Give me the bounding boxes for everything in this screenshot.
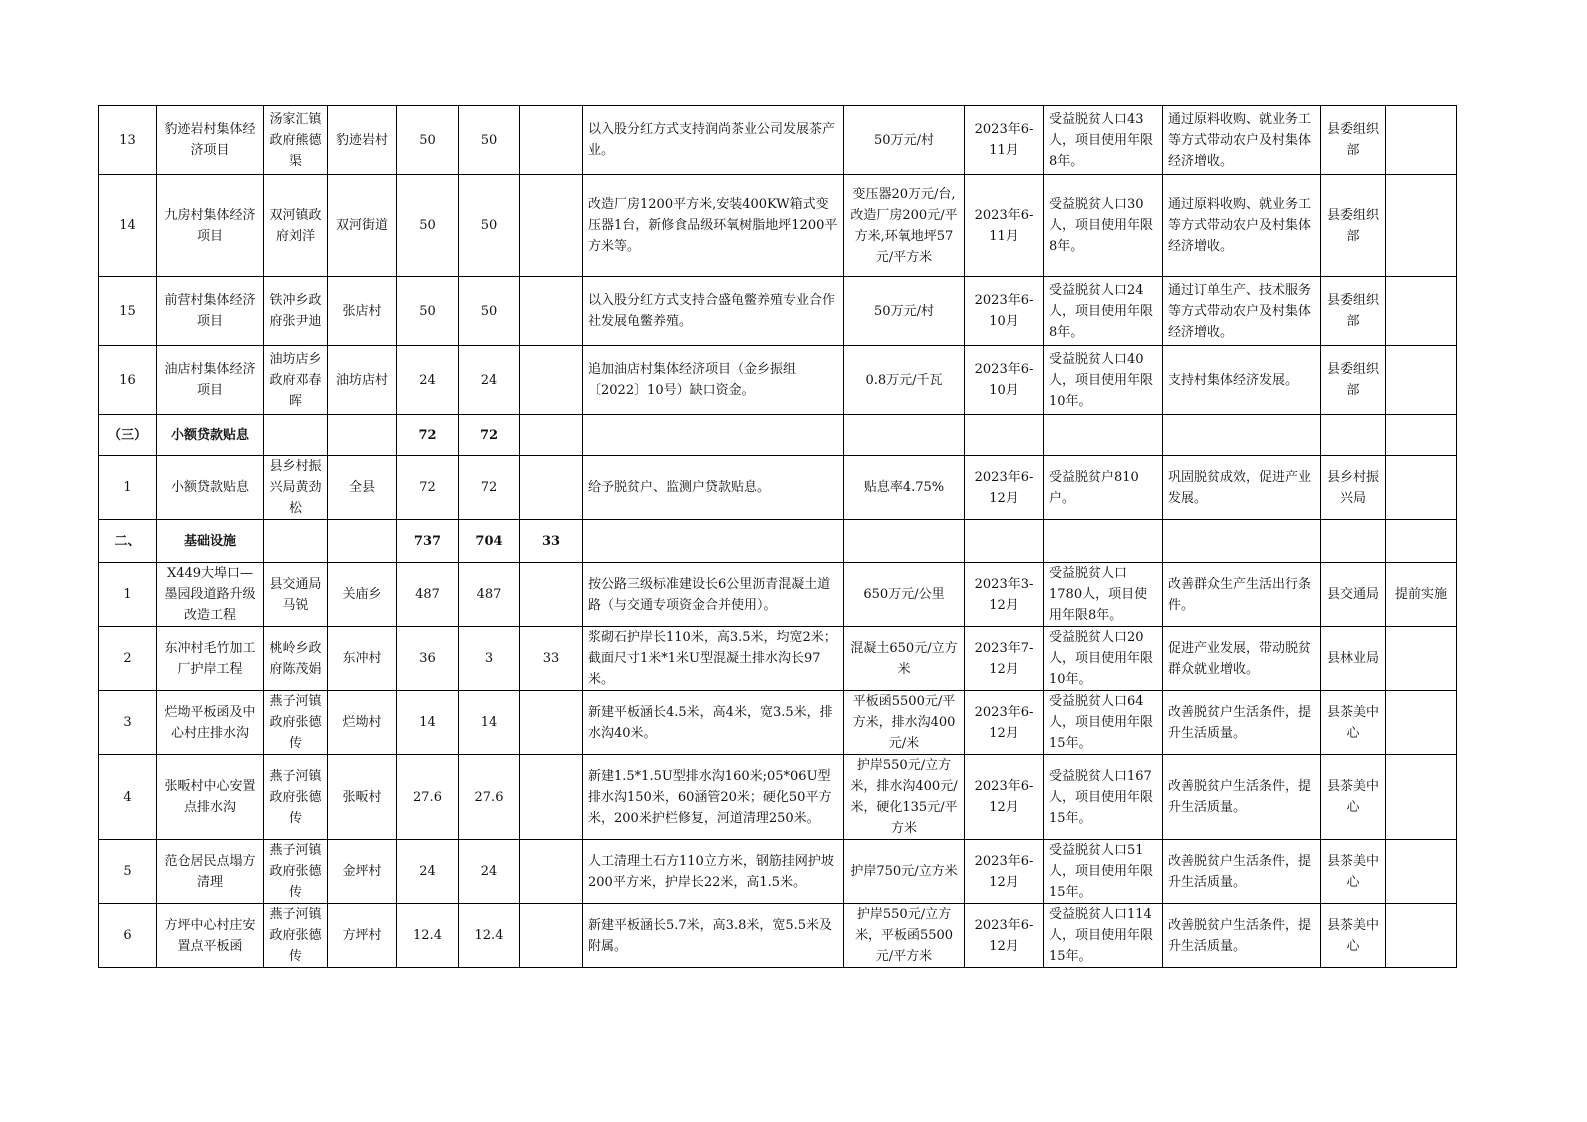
cell-other	[520, 175, 583, 277]
cell-total: 487	[397, 563, 459, 627]
cell-content: 给予脱贫户、监测户贷款贴息。	[583, 456, 844, 520]
cell-unit	[264, 415, 328, 456]
cell-dept: 县林业局	[1321, 627, 1386, 691]
cell-location: 张畈村	[328, 755, 397, 840]
cell-benefit	[1044, 415, 1163, 456]
cell-benefit: 受益脱贫人口43人，项目使用年限8年。	[1044, 106, 1163, 175]
cell-content	[583, 520, 844, 563]
cell-standard: 贴息率4.75%	[844, 456, 965, 520]
cell-note	[1386, 346, 1457, 415]
cell-note	[1386, 520, 1457, 563]
cell-period: 2023年6-10月	[965, 346, 1044, 415]
cell-dept: 县委组织部	[1321, 277, 1386, 346]
table-row	[99, 106, 1457, 175]
cell-location	[328, 520, 397, 563]
cell-mechanism: 改善脱贫户生活条件，提升生活质量。	[1163, 755, 1321, 840]
cell-content: 追加油店村集体经济项目（金乡振组〔2022〕10号）缺口资金。	[583, 346, 844, 415]
cell-benefit: 受益脱贫人口24人，项目使用年限8年。	[1044, 277, 1163, 346]
cell-content: 以入股分红方式支持润尚茶业公司发展茶产业。	[583, 106, 844, 175]
cell-total: 50	[397, 175, 459, 277]
cell-name: 基础设施	[157, 520, 264, 563]
cell-central: 14	[459, 691, 520, 755]
cell-name: 九房村集体经济项目	[157, 175, 264, 277]
cell-central: 704	[459, 520, 520, 563]
cell-unit: 燕子河镇政府张德传	[264, 840, 328, 904]
cell-content: 按公路三级标准建设长6公里沥青混凝土道路（与交通专项资金合并使用）。	[583, 563, 844, 627]
cell-location: 全县	[328, 456, 397, 520]
cell-content: 新建平板涵长4.5米，高4米，宽3.5米，排水沟40米。	[583, 691, 844, 755]
cell-other	[520, 755, 583, 840]
cell-name: 东冲村毛竹加工厂护岸工程	[157, 627, 264, 691]
cell-location: 双河街道	[328, 175, 397, 277]
cell-dept: 县委组织部	[1321, 106, 1386, 175]
cell-name: 油店村集体经济项目	[157, 346, 264, 415]
cell-mechanism	[1163, 520, 1321, 563]
cell-benefit: 受益脱贫人口1780人，项目使用年限8年。	[1044, 563, 1163, 627]
cell-other	[520, 904, 583, 968]
cell-benefit: 受益脱贫人口114人，项目使用年限15年。	[1044, 904, 1163, 968]
cell-name: 小额贷款贴息	[157, 456, 264, 520]
table-row	[99, 277, 1457, 346]
cell-unit: 油坊店乡政府邓春晖	[264, 346, 328, 415]
cell-period: 2023年6-12月	[965, 456, 1044, 520]
cell-period: 2023年6-11月	[965, 106, 1044, 175]
cell-other	[520, 691, 583, 755]
cell-benefit: 受益脱贫人口20人，项目使用年限10年。	[1044, 627, 1163, 691]
cell-dept: 县委组织部	[1321, 346, 1386, 415]
cell-unit: 县乡村振兴局黄劲松	[264, 456, 328, 520]
cell-unit: 铁冲乡政府张尹迪	[264, 277, 328, 346]
cell-no: 1	[99, 563, 157, 627]
cell-dept: 县茶美中心	[1321, 691, 1386, 755]
cell-total: 24	[397, 346, 459, 415]
table-row	[99, 904, 1457, 968]
cell-note	[1386, 755, 1457, 840]
cell-other	[520, 563, 583, 627]
cell-period	[965, 520, 1044, 563]
cell-central: 50	[459, 175, 520, 277]
cell-location: 东冲村	[328, 627, 397, 691]
cell-no: （三）	[99, 415, 157, 456]
cell-benefit: 受益脱贫人口30人，项目使用年限8年。	[1044, 175, 1163, 277]
cell-note	[1386, 175, 1457, 277]
cell-total: 27.6	[397, 755, 459, 840]
cell-total: 36	[397, 627, 459, 691]
cell-name: 张畈村中心安置点排水沟	[157, 755, 264, 840]
document-page	[98, 105, 1457, 968]
table-row	[99, 627, 1457, 691]
cell-note	[1386, 456, 1457, 520]
cell-standard: 护岸550元/立方米，排水沟400元/米，硬化135元/平方米	[844, 755, 965, 840]
cell-dept: 县乡村振兴局	[1321, 456, 1386, 520]
cell-unit	[264, 520, 328, 563]
cell-mechanism: 改善脱贫户生活条件，提升生活质量。	[1163, 691, 1321, 755]
cell-unit: 双河镇政府刘洋	[264, 175, 328, 277]
cell-central: 72	[459, 456, 520, 520]
cell-standard: 变压器20万元/台,改造厂房200元/平方米,环氧地坪57元/平方米	[844, 175, 965, 277]
cell-other	[520, 456, 583, 520]
cell-dept: 县委组织部	[1321, 175, 1386, 277]
cell-standard: 650万元/公里	[844, 563, 965, 627]
cell-central: 24	[459, 840, 520, 904]
cell-name: 方坪中心村庄安置点平板函	[157, 904, 264, 968]
cell-period: 2023年6-12月	[965, 840, 1044, 904]
cell-location: 金坪村	[328, 840, 397, 904]
table-row	[99, 175, 1457, 277]
cell-unit: 燕子河镇政府张德传	[264, 691, 328, 755]
cell-benefit: 受益脱贫人口40人，项目使用年限10年。	[1044, 346, 1163, 415]
cell-other	[520, 346, 583, 415]
cell-mechanism: 巩固脱贫成效，促进产业发展。	[1163, 456, 1321, 520]
cell-name: 豹迹岩村集体经济项目	[157, 106, 264, 175]
cell-content: 以入股分红方式支持合盛龟鳖养殖专业合作社发展龟鳖养殖。	[583, 277, 844, 346]
cell-period: 2023年7-12月	[965, 627, 1044, 691]
cell-mechanism	[1163, 415, 1321, 456]
cell-no: 1	[99, 456, 157, 520]
cell-dept	[1321, 520, 1386, 563]
table-row	[99, 563, 1457, 627]
cell-no: 二、	[99, 520, 157, 563]
cell-note	[1386, 904, 1457, 968]
cell-central: 50	[459, 106, 520, 175]
cell-total: 50	[397, 277, 459, 346]
project-table	[98, 105, 1457, 968]
cell-standard: 护岸750元/立方米	[844, 840, 965, 904]
cell-central: 72	[459, 415, 520, 456]
cell-location: 方坪村	[328, 904, 397, 968]
cell-unit: 汤家汇镇政府熊德渠	[264, 106, 328, 175]
cell-total: 737	[397, 520, 459, 563]
cell-location: 油坊店村	[328, 346, 397, 415]
cell-benefit: 受益脱贫户810户。	[1044, 456, 1163, 520]
cell-name: 烂坳平板函及中心村庄排水沟	[157, 691, 264, 755]
cell-mechanism: 促进产业发展，带动脱贫群众就业增收。	[1163, 627, 1321, 691]
cell-name: 范仓居民点塌方清理	[157, 840, 264, 904]
cell-central: 487	[459, 563, 520, 627]
cell-note	[1386, 627, 1457, 691]
cell-benefit	[1044, 520, 1163, 563]
cell-other	[520, 277, 583, 346]
cell-content: 新建1.5*1.5U型排水沟160米;05*06U型排水沟150米，60涵管20米；硬化50平方米，200米护栏修复，河道清理250米。	[583, 755, 844, 840]
cell-other	[520, 106, 583, 175]
cell-central: 27.6	[459, 755, 520, 840]
cell-period: 2023年6-12月	[965, 691, 1044, 755]
cell-no: 15	[99, 277, 157, 346]
cell-note	[1386, 415, 1457, 456]
cell-mechanism: 改善脱贫户生活条件，提升生活质量。	[1163, 904, 1321, 968]
cell-name: X449大埠口—墨园段道路升级改造工程	[157, 563, 264, 627]
cell-no: 16	[99, 346, 157, 415]
cell-location: 烂坳村	[328, 691, 397, 755]
cell-no: 3	[99, 691, 157, 755]
cell-benefit: 受益脱贫人口51人，项目使用年限15年。	[1044, 840, 1163, 904]
section-row	[99, 415, 1457, 456]
cell-content	[583, 415, 844, 456]
cell-no: 4	[99, 755, 157, 840]
cell-total: 72	[397, 415, 459, 456]
table-row	[99, 755, 1457, 840]
cell-period: 2023年6-12月	[965, 755, 1044, 840]
cell-unit: 燕子河镇政府张德传	[264, 755, 328, 840]
cell-no: 6	[99, 904, 157, 968]
cell-period: 2023年3-12月	[965, 563, 1044, 627]
cell-unit: 县交通局马锐	[264, 563, 328, 627]
cell-note	[1386, 106, 1457, 175]
cell-other: 33	[520, 520, 583, 563]
cell-standard	[844, 415, 965, 456]
cell-total: 12.4	[397, 904, 459, 968]
cell-content: 改造厂房1200平方米,安装400KW箱式变压器1台，新修食品级环氧树脂地坪1200平方米等。	[583, 175, 844, 277]
cell-mechanism: 通过原料收购、就业务工等方式带动农户及村集体经济增收。	[1163, 175, 1321, 277]
cell-note	[1386, 691, 1457, 755]
cell-mechanism: 通过订单生产、技术服务等方式带动农户及村集体经济增收。	[1163, 277, 1321, 346]
cell-other: 33	[520, 627, 583, 691]
cell-no: 5	[99, 840, 157, 904]
cell-name: 前营村集体经济项目	[157, 277, 264, 346]
cell-central: 3	[459, 627, 520, 691]
cell-period: 2023年6-12月	[965, 904, 1044, 968]
cell-dept: 县交通局	[1321, 563, 1386, 627]
cell-no: 14	[99, 175, 157, 277]
cell-no: 13	[99, 106, 157, 175]
cell-other	[520, 415, 583, 456]
cell-total: 72	[397, 456, 459, 520]
cell-mechanism: 改善群众生产生活出行条件。	[1163, 563, 1321, 627]
cell-standard: 50万元/村	[844, 106, 965, 175]
cell-central: 50	[459, 277, 520, 346]
cell-other	[520, 840, 583, 904]
cell-dept: 县茶美中心	[1321, 840, 1386, 904]
cell-location: 豹迹岩村	[328, 106, 397, 175]
cell-note	[1386, 277, 1457, 346]
cell-dept: 县茶美中心	[1321, 755, 1386, 840]
cell-content: 新建平板涵长5.7米，高3.8米，宽5.5米及附属。	[583, 904, 844, 968]
cell-location: 张店村	[328, 277, 397, 346]
cell-content: 浆砌石护岸长110米，高3.5米，均宽2米；截面尺寸1米*1米U型混凝土排水沟长97米。	[583, 627, 844, 691]
cell-name: 小额贷款贴息	[157, 415, 264, 456]
cell-period: 2023年6-10月	[965, 277, 1044, 346]
cell-standard	[844, 520, 965, 563]
table-row	[99, 456, 1457, 520]
cell-central: 24	[459, 346, 520, 415]
cell-period	[965, 415, 1044, 456]
cell-note	[1386, 840, 1457, 904]
cell-note: 提前实施	[1386, 563, 1457, 627]
cell-total: 24	[397, 840, 459, 904]
table-row	[99, 840, 1457, 904]
cell-period: 2023年6-11月	[965, 175, 1044, 277]
section-row	[99, 520, 1457, 563]
cell-standard: 50万元/村	[844, 277, 965, 346]
cell-location: 关庙乡	[328, 563, 397, 627]
cell-standard: 0.8万元/千瓦	[844, 346, 965, 415]
cell-content: 人工清理土石方110立方米，钢筋挂网护坡200平方米，护岸长22米，高1.5米。	[583, 840, 844, 904]
cell-mechanism: 通过原料收购、就业务工等方式带动农户及村集体经济增收。	[1163, 106, 1321, 175]
cell-total: 14	[397, 691, 459, 755]
cell-mechanism: 支持村集体经济发展。	[1163, 346, 1321, 415]
table-row	[99, 346, 1457, 415]
cell-standard: 护岸550元/立方米，平板函5500元/平方米	[844, 904, 965, 968]
cell-standard: 平板函5500元/平方米，排水沟400元/米	[844, 691, 965, 755]
table-row	[99, 691, 1457, 755]
cell-no: 2	[99, 627, 157, 691]
cell-standard: 混凝土650元/立方米	[844, 627, 965, 691]
cell-benefit: 受益脱贫人口64人，项目使用年限15年。	[1044, 691, 1163, 755]
cell-dept: 县茶美中心	[1321, 904, 1386, 968]
cell-dept	[1321, 415, 1386, 456]
cell-unit: 桃岭乡政府陈茂娟	[264, 627, 328, 691]
cell-benefit: 受益脱贫人口167人，项目使用年限15年。	[1044, 755, 1163, 840]
cell-unit: 燕子河镇政府张德传	[264, 904, 328, 968]
cell-mechanism: 改善脱贫户生活条件，提升生活质量。	[1163, 840, 1321, 904]
cell-central: 12.4	[459, 904, 520, 968]
cell-total: 50	[397, 106, 459, 175]
cell-location	[328, 415, 397, 456]
